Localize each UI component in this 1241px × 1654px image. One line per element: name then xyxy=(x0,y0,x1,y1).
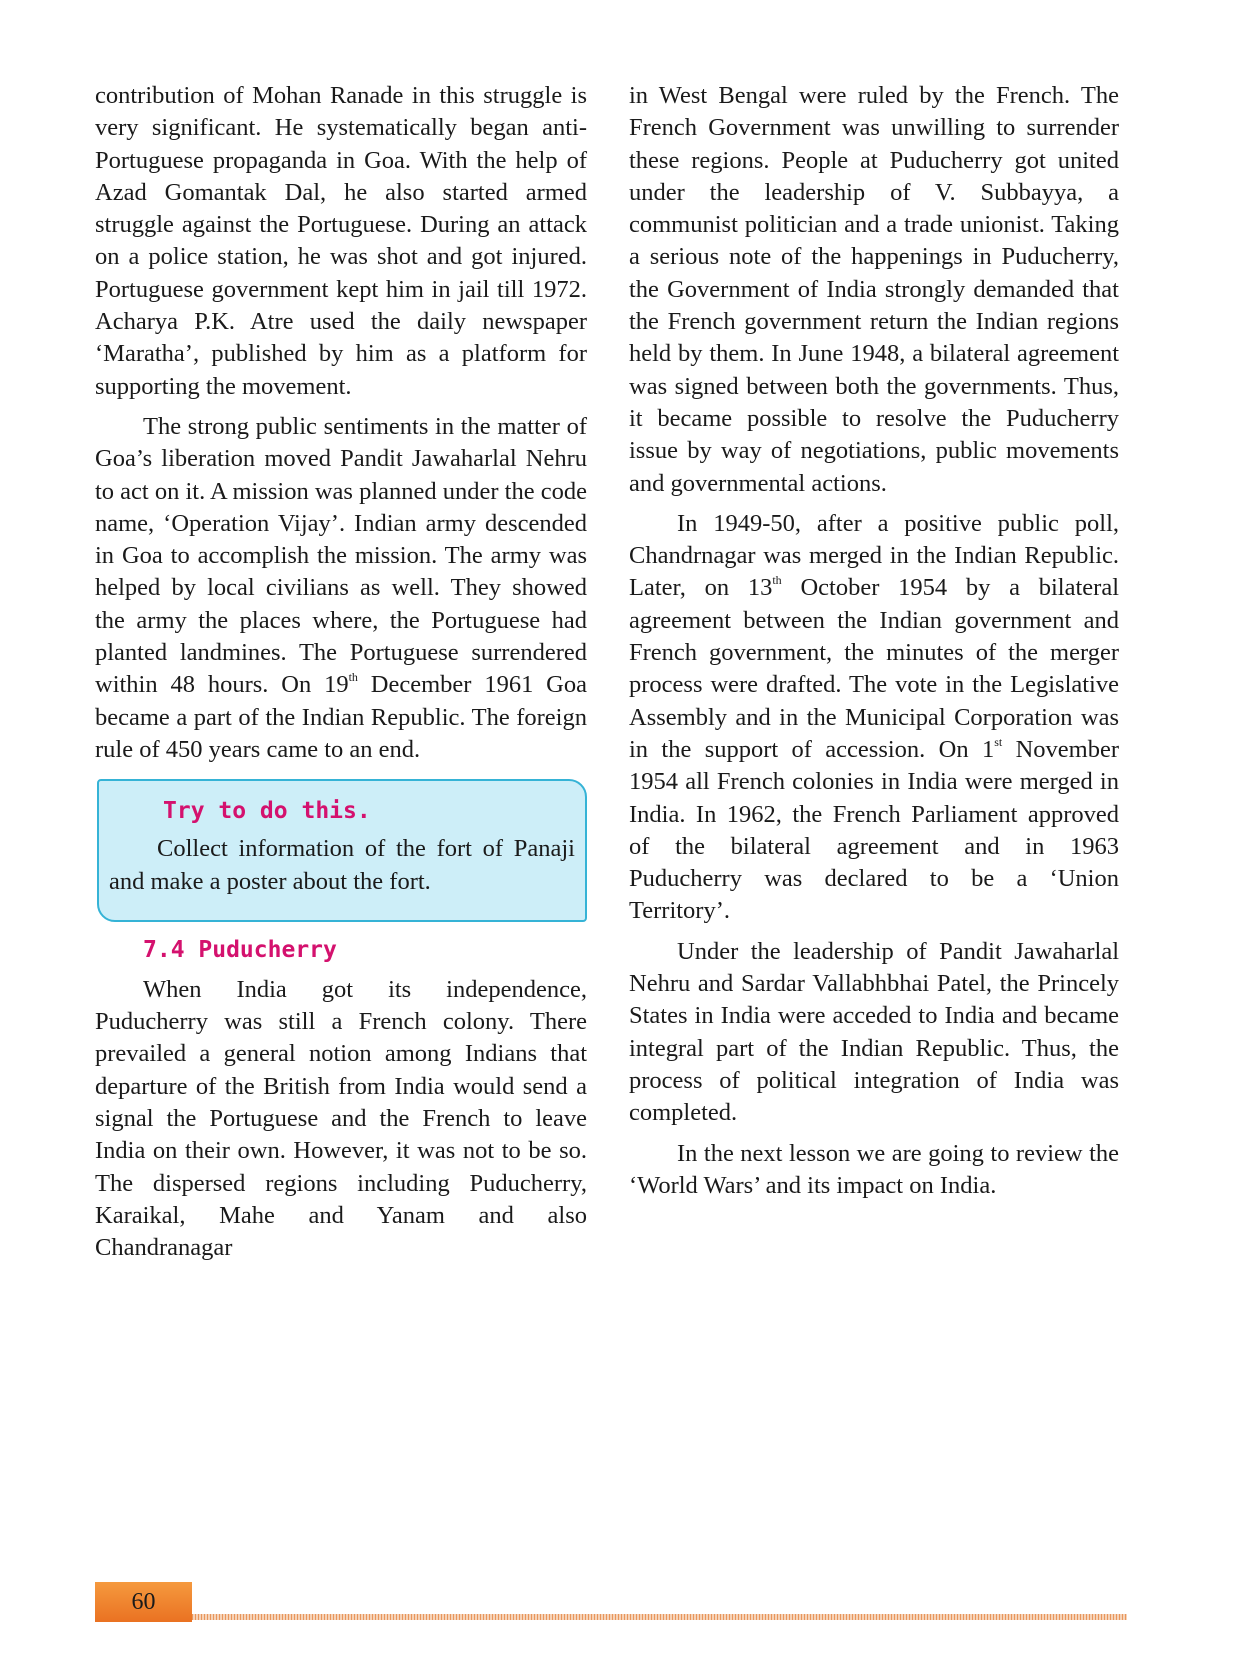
ordinal-suffix: th xyxy=(348,670,358,685)
text-run: December 1961 Goa became a part of the Indian Republic. The foreign rule of 450 years came to an end. xyxy=(95,671,588,763)
paragraph-princely-states: Under the leadership of Pandit Jawaharlal Nehru and Sardar Vallabhbhai Patel, the Princely States in India were acceded to India and became integral part of the Indian Republic. Thus, the process of political integration of India was completed. xyxy=(629,937,1119,1127)
text-run: October 1954 by a bilateral agreement between the Indian government and French government, the minutes of the merger process were drafted. The vote in the Legislative Assembly and in the Municipal Corporation was in the support of accession. On 1 xyxy=(629,574,1120,763)
activity-box-title: Try to do this. xyxy=(163,798,371,825)
paragraph-operation-vijay xyxy=(95,411,587,766)
paragraph-merger xyxy=(629,508,1119,928)
left-column xyxy=(95,80,587,1273)
paragraph-next-lesson: In the next lesson we are going to review the ‘World Wars’ and its impact on India. xyxy=(629,1139,1119,1199)
paragraph-french-regions: in West Bengal were ruled by the French. The French Government was unwilling to surrender these regions. People at Puducherry got united under the leadership of V. Subbayya, a communist politician and a trade unionist. Taking a serious note of the happenings in Puducherry, the Government of India strongly demanded that the French government return the Indian regions held by them. In June 1948, a bilateral agreement was signed between both the governments. Thus, it became possible to resolve the Puducherry issue by way of negotiations, public movements and governmental actions. xyxy=(629,82,1119,497)
ordinal-suffix: th xyxy=(772,573,782,588)
footer-rule xyxy=(192,1614,1127,1620)
page-number: 60 xyxy=(95,1582,192,1622)
paragraph-mohan-ranade: contribution of Mohan Ranade in this struggle is very significant. He systematically began anti-Portuguese propaganda in Goa. With the help of Azad Gomantak Dal, he also started armed struggle against the Portuguese. During an attack on a police station, he was shot and got injured. Portuguese government kept him in jail till 1972. Acharya P.K. Atre used the daily newspaper ‘Maratha’, published by him as a platform for supporting the movement. xyxy=(95,82,587,400)
ordinal-suffix: st xyxy=(994,734,1003,749)
section-heading: 7.4 Puducherry xyxy=(143,936,337,963)
paragraph-puducherry-intro: When India got its independence, Puducherry was still a French colony. There prevailed a general notion among Indians that departure of the British from India would send a signal the Portuguese and the French to leave India on their own. However, it was not to be so. The dispersed regions including Puducherry, Karaikal, Mahe and Yanam and also Chandranagar xyxy=(95,975,587,1262)
activity-box xyxy=(97,779,587,922)
activity-box-body: Collect information of the fort of Panaji and make a poster about the fort. xyxy=(109,835,575,895)
text-run: November 1954 all French colonies in India were merged in India. In 1962, the French Parliament approved of the bilateral agreement and in 1963 Puducherry was declared to be a ‘Union Territory’. xyxy=(629,735,1119,925)
text-run: The strong public sentiments in the matter of Goa’s liberation moved Pandit Jawaharlal Nehru to act on it. A mission was planned under the code name, ‘Operation Vijay’. Indian army descended in Goa to accomplish the mission. The army was helped by local civilians as well. They showed the army the places where, the Portuguese had planted landmines. The Portuguese surrendered within 48 hours. On 19 xyxy=(95,412,587,699)
text-run: In 1949-50, after a positive public poll, Chandrnagar was merged in the Indian Republic. Later, on 13 xyxy=(629,509,1119,602)
right-column xyxy=(629,80,1119,1210)
